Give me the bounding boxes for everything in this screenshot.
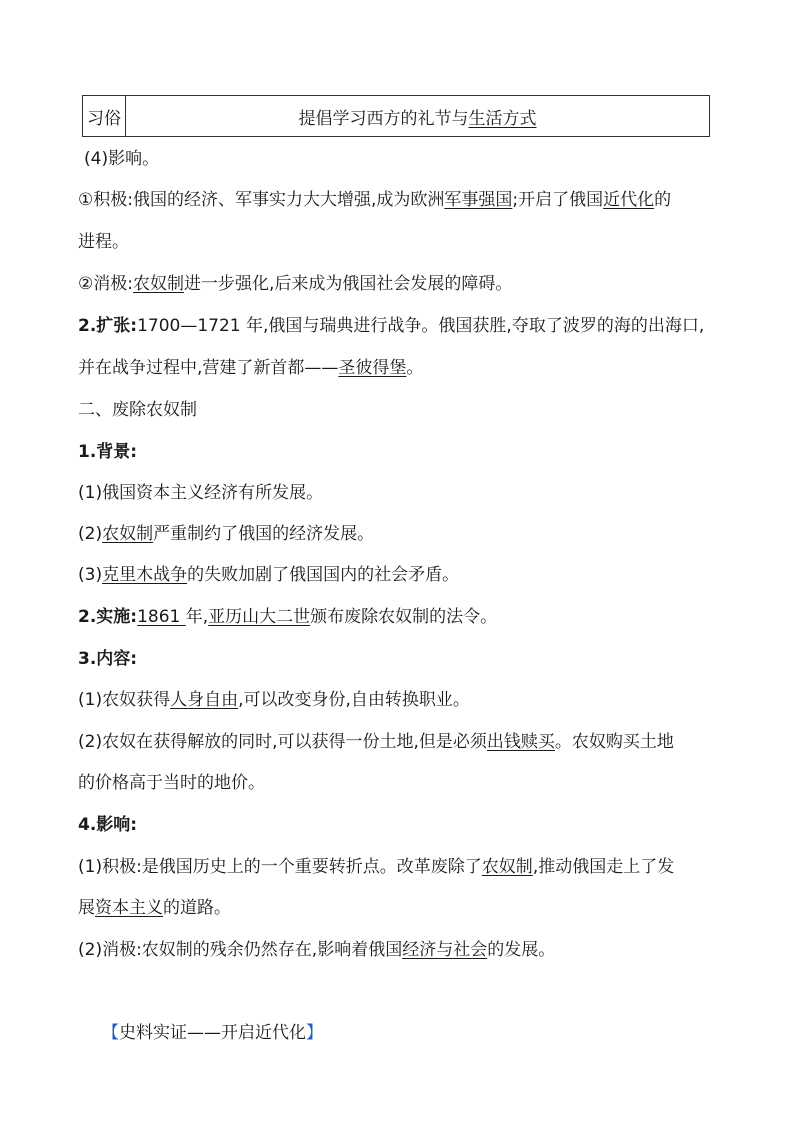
positive-text-3: 的 bbox=[654, 190, 672, 210]
content-item-2-line-2: 的价格高于当时的地价。 bbox=[78, 773, 265, 793]
military-power-answer: 军事强国 bbox=[444, 190, 513, 210]
expansion-text-3: 。 bbox=[406, 358, 424, 378]
expansion-text-2: 并在战争过程中,营建了新首都—— bbox=[78, 358, 339, 378]
personal-freedom-answer: 人身自由 bbox=[170, 690, 239, 710]
table-cell-category bbox=[83, 96, 126, 136]
year-answer: 1861 bbox=[137, 607, 186, 627]
negative-line bbox=[78, 272, 512, 296]
capitalism-answer: 资本主义 bbox=[95, 898, 163, 918]
impact-text-1d: 的道路。 bbox=[163, 898, 231, 918]
content-item-1 bbox=[78, 688, 470, 712]
positive-text-2: ;开启了俄国 bbox=[512, 190, 604, 210]
table-cell-content bbox=[126, 96, 709, 136]
background-item-1: (1)俄国资本主义经济有所发展。 bbox=[78, 483, 324, 503]
negative-text: 进一步强化,后来成为俄国社会发展的障碍。 bbox=[183, 274, 513, 294]
content-underlined: 生活方式 bbox=[468, 108, 537, 129]
content-text: 提倡学习西方的礼节与 bbox=[298, 108, 469, 129]
negative-label: ②消极: bbox=[78, 274, 133, 294]
implementation-text: 年, bbox=[185, 607, 209, 627]
positive-line-1 bbox=[78, 188, 671, 212]
content-text-1: (1)农奴获得 bbox=[78, 690, 171, 710]
positive-line-2: 进程。 bbox=[78, 232, 129, 252]
impact-text-1: (1)积极:是俄国历史上的一个重要转折点。改革废除了 bbox=[78, 857, 482, 877]
background-item-2 bbox=[78, 522, 374, 546]
content-text-2b: 。农奴购买土地 bbox=[554, 732, 674, 752]
expansion-line-1 bbox=[78, 314, 704, 338]
background-text-2: 严重制约了俄国的经济发展。 bbox=[153, 524, 375, 544]
category-label: 习俗 bbox=[87, 108, 121, 129]
item-number: (2) bbox=[78, 524, 103, 544]
impact-text-1b: ,推动俄国走上了发 bbox=[532, 857, 675, 877]
modernization-answer: 近代化 bbox=[603, 190, 655, 210]
impact-heading: 4.影响: bbox=[78, 815, 138, 835]
source-evidence-heading bbox=[102, 1018, 323, 1043]
implementation-heading: 2.实施: bbox=[78, 607, 138, 627]
economy-society-answer: 经济与社会 bbox=[402, 940, 488, 960]
item-number: (3) bbox=[78, 565, 103, 585]
customs-table-row bbox=[82, 95, 710, 137]
content-text-1b: ,可以改变身份,自由转换职业。 bbox=[238, 690, 470, 710]
alexander-ii-answer: 亚历山大二世 bbox=[208, 607, 311, 627]
impact-text-2b: 的发展。 bbox=[487, 940, 556, 960]
impact-text-1c: 展 bbox=[78, 898, 95, 918]
serfdom-answer-3: 农奴制 bbox=[481, 857, 533, 877]
serfdom-answer-2: 农奴制 bbox=[102, 524, 154, 544]
subsection-influence: (4)影响。 bbox=[84, 149, 160, 169]
content-heading: 3.内容: bbox=[78, 649, 138, 669]
redemption-answer: 出钱赎买 bbox=[486, 732, 555, 752]
implementation-text-2: 颁布废除农奴制的法令。 bbox=[310, 607, 498, 627]
content-item-2 bbox=[78, 730, 674, 754]
background-text-3: 的失败加剧了俄国国内的社会矛盾。 bbox=[187, 565, 460, 585]
crimean-war-answer: 克里木战争 bbox=[102, 565, 188, 585]
impact-item-2 bbox=[78, 938, 555, 962]
expansion-line-2 bbox=[78, 356, 423, 380]
serfdom-answer: 农奴制 bbox=[132, 274, 184, 294]
impact-text-2: (2)消极:农奴制的残余仍然存在,影响着俄国 bbox=[78, 940, 403, 960]
content-text-2: (2)农奴在获得解放的同时,可以获得一份土地,但是必须 bbox=[78, 732, 487, 752]
expansion-text: 1700—1721 年,俄国与瑞典进行战争。俄国获胜,夺取了波罗的海的出海口, bbox=[137, 316, 705, 336]
impact-item-1 bbox=[78, 855, 674, 879]
positive-text: ①积极:俄国的经济、军事实力大大增强,成为欧洲 bbox=[78, 190, 445, 210]
background-item-3 bbox=[78, 563, 459, 587]
st-petersburg-answer: 圣彼得堡 bbox=[338, 358, 407, 378]
implementation-line bbox=[78, 605, 497, 629]
section-abolish-serfdom: 二、废除农奴制 bbox=[78, 400, 197, 420]
background-heading: 1.背景: bbox=[78, 442, 138, 462]
source-evidence-text: 【史料实证——开启近代化】 bbox=[102, 1023, 323, 1043]
expansion-heading: 2.扩张: bbox=[78, 316, 138, 336]
impact-item-1-line-2 bbox=[78, 896, 231, 920]
